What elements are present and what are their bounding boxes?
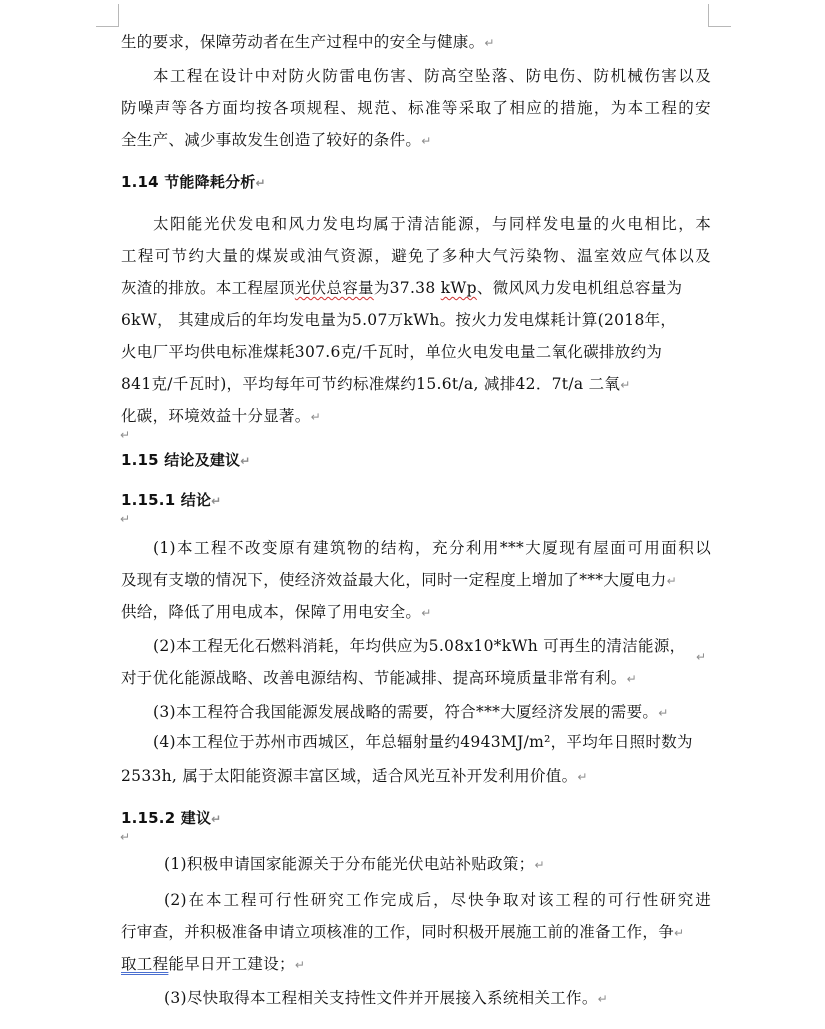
paragraph-line: (1)积极申请国家能源关于分布能光伏电站补贴政策；↵	[164, 855, 545, 873]
paragraph-line: 6kW， 其建成后的年均发电量为5.07万kWh。按火力发电煤耗计算(2018年，	[121, 311, 677, 329]
paragraph-mark-icon: ↵	[620, 378, 631, 392]
paragraph-line: 及现有支墩的情况下，使经济效益最大化，同时一定程度上增加了***大厦电力↵	[121, 571, 677, 589]
paragraph-line: 生的要求，保障劳动者在生产过程中的安全与健康。↵	[121, 33, 495, 51]
paragraph-line: 工程可节约大量的煤炭或油气资源，避免了多种大气污染物、温室效应气体以及	[121, 247, 711, 265]
paragraph-line: 灰渣的排放。本工程屋顶光伏总容量为37.38 kWp、微风风力发电机组总容量为	[121, 279, 683, 297]
paragraph-line: 2533h, 属于太阳能资源丰富区域，适合风光互补开发利用价值。↵	[121, 767, 588, 785]
subsection-heading: 1.15.2 建议↵	[121, 809, 222, 827]
paragraph-line: 行审查，并积极准备申请立项核准的工作，同时积极开展施工前的准备工作，争↵	[121, 923, 685, 941]
paragraph-mark-icon: ↵	[626, 672, 637, 686]
empty-paragraph-mark-icon: ↵	[120, 512, 131, 526]
paragraph-mark-icon: ↵	[666, 574, 677, 588]
paragraph-mark-icon: ↵	[484, 36, 495, 50]
paragraph-mark-icon: ↵	[255, 176, 266, 190]
paragraph-line: (2)在本工程可行性研究工作完成后，尽快争取对该工程的可行性研究进	[164, 891, 711, 909]
grammar-underlined-text: 取工程	[121, 955, 169, 973]
paragraph-mark-icon: ↵	[211, 494, 222, 508]
empty-paragraph-mark-icon: ↵	[120, 830, 131, 844]
paragraph-mark-icon: ↵	[658, 706, 669, 720]
paragraph-line: 太阳能光伏发电和风力发电均属于清洁能源，与同样发电量的火电相比，本	[153, 215, 711, 233]
paragraph-line: (1)本工程不改变原有建筑物的结构，充分利用***大厦现有屋面可用面积以	[153, 539, 711, 557]
paragraph-line: 841克/千瓦时)，平均每年可节约标准煤约15.6t/a, 减排42．7t/a 二氧↵	[121, 375, 631, 393]
paragraph-mark-icon: ↵	[294, 958, 305, 972]
paragraph-line: 化碳，环境效益十分显著。↵	[121, 407, 321, 425]
paragraph-line: 供给，降低了用电成本，保障了用电安全。↵	[121, 603, 432, 621]
paragraph-mark-icon: ↵	[674, 926, 685, 940]
paragraph-mark-icon: ↵	[421, 134, 432, 148]
spellcheck-underlined-text: kWp	[440, 279, 477, 297]
paragraph-line: 取工程能早日开工建设；↵	[121, 955, 305, 973]
paragraph-mark-icon: ↵	[534, 858, 545, 872]
spellcheck-underlined-text: 光伏总容量	[294, 279, 374, 297]
paragraph-line: 防噪声等各方面均按各项规程、规范、标准等采取了相应的措施，为本工程的安	[121, 99, 711, 117]
paragraph-line: 火电厂平均供电标准煤耗307.6克/千瓦时，单位火电发电量二氧化碳排放约为	[121, 343, 663, 361]
paragraph-mark-icon: ↵	[310, 410, 321, 424]
paragraph-line: (3)本工程符合我国能源发展战略的需要，符合***大厦经济发展的需要。↵	[153, 703, 669, 721]
paragraph-mark-icon: ↵	[597, 992, 608, 1006]
paragraph-line: 对于优化能源战略、改善电源结构、节能减排、提高环境质量非常有利。↵	[121, 669, 637, 687]
paragraph-line: (2)本工程无化石燃料消耗，年均供应为5.08x10*kWh 可再生的清洁能源，	[153, 637, 686, 655]
paragraph-line: 本工程在设计中对防火防雷电伤害、防高空坠落、防电伤、防机械伤害以及	[153, 67, 711, 85]
empty-paragraph-mark-icon: ↵	[120, 428, 131, 442]
section-heading: 1.15 结论及建议↵	[121, 451, 251, 469]
paragraph-mark-icon: ↵	[421, 606, 432, 620]
paragraph-mark-icon: ↵	[240, 454, 251, 468]
paragraph-mark-icon: ↵	[577, 770, 588, 784]
paragraph-line: (3)尽快取得本工程相关支持性文件并开展接入系统相关工作。↵	[164, 989, 608, 1007]
page-corner-mark-top-right	[708, 4, 731, 27]
paragraph-mark-icon: ↵	[696, 650, 707, 664]
paragraph-line: (4)本工程位于苏州市西城区，年总辐射量约4943MJ/m²，平均年日照时数为	[153, 733, 693, 751]
section-heading: 1.14 节能降耗分析↵	[121, 173, 266, 191]
subsection-heading: 1.15.1 结论↵	[121, 491, 222, 509]
paragraph-line: 全生产、减少事故发生创造了较好的条件。↵	[121, 131, 432, 149]
page-corner-mark-top-left	[96, 4, 119, 27]
paragraph-mark-icon: ↵	[211, 812, 222, 826]
